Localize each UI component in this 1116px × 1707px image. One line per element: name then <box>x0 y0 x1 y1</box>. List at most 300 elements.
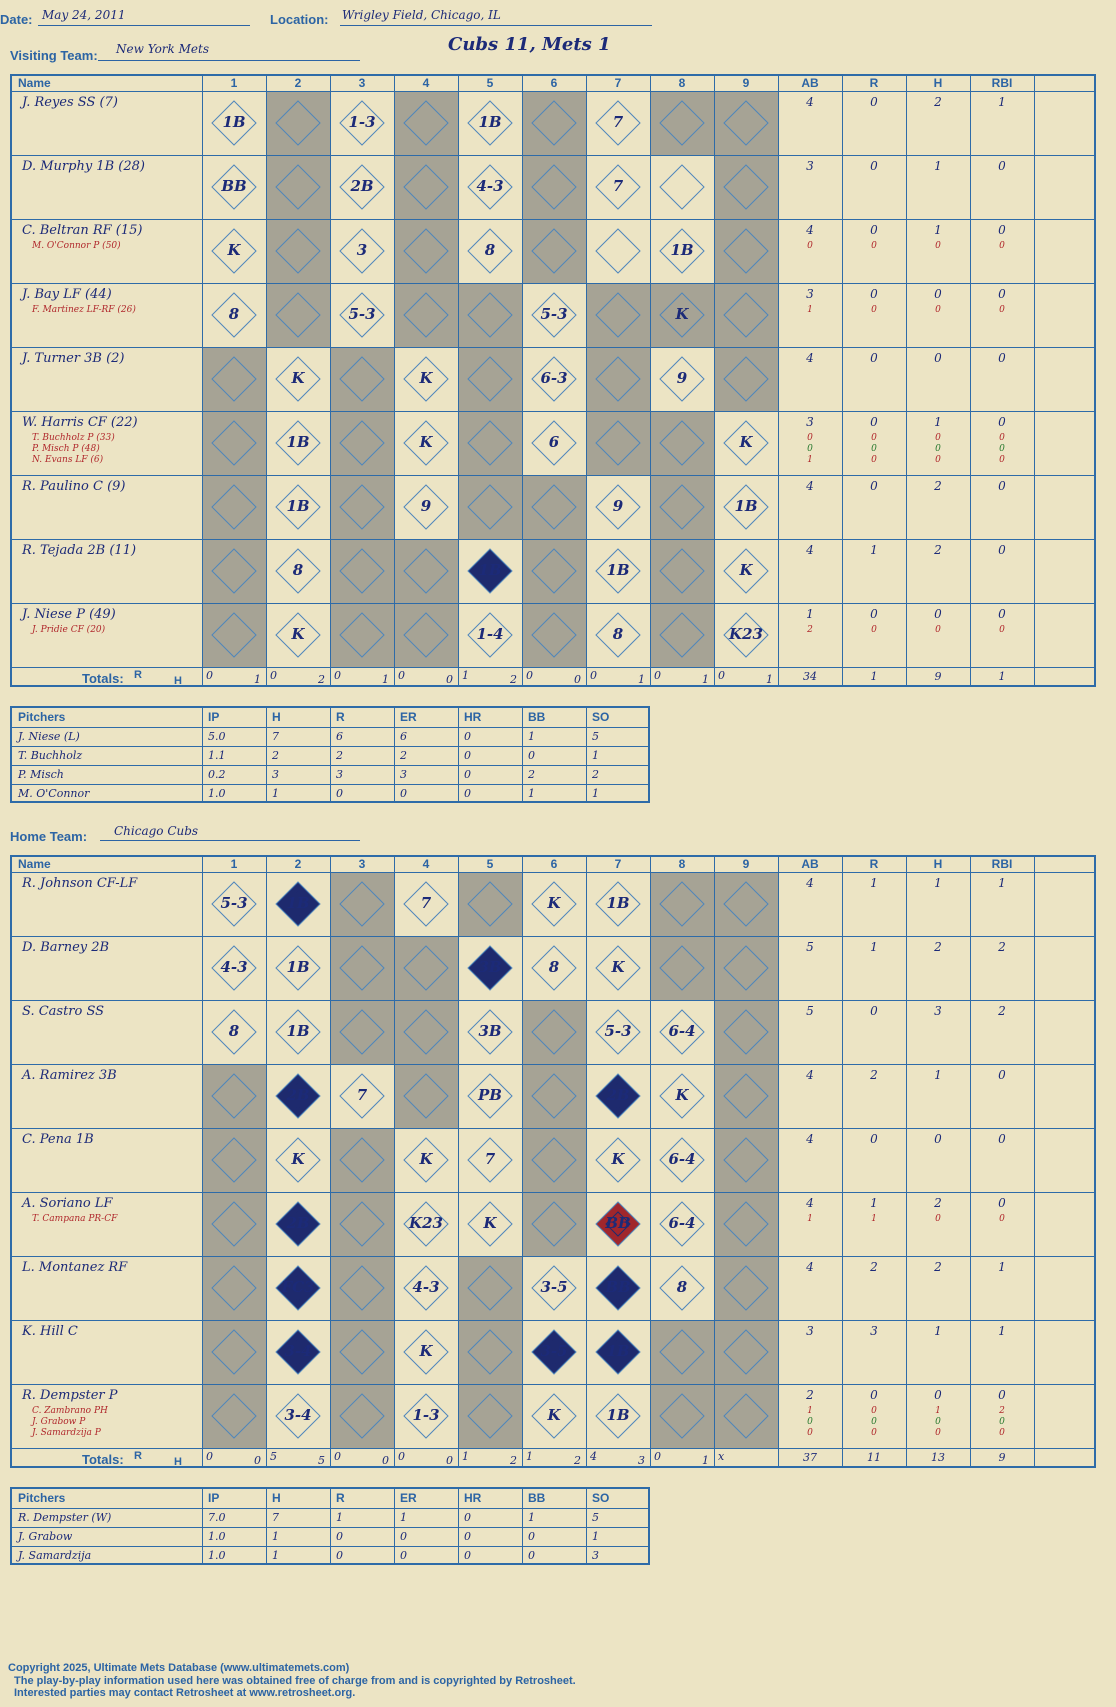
substitute-name: M. O'Connor P (50) <box>32 241 121 251</box>
batter-stat-r: 1 <box>870 876 878 890</box>
pitch-header-h: H <box>272 710 281 724</box>
play-result: K <box>739 433 753 451</box>
play-result: K <box>611 958 625 976</box>
inning-hits: 3 <box>638 1454 645 1467</box>
batter-stat-rbi: 0 <box>998 1196 1006 1210</box>
row-line <box>12 1546 648 1547</box>
inning-hits: 1 <box>702 673 709 686</box>
play-result: K <box>547 894 561 912</box>
base-diamond <box>724 1202 768 1246</box>
substitute-stat: 0 <box>935 1428 941 1438</box>
base-diamond <box>212 1074 256 1118</box>
base-diamond <box>724 1394 768 1438</box>
inning-hits: 5 <box>318 1454 325 1467</box>
base-diamond <box>404 946 448 990</box>
inning-runs: 0 <box>654 669 661 682</box>
stat-header-h: H <box>933 857 943 871</box>
base-diamond <box>660 485 704 529</box>
pitcher-stat: 7 <box>272 1511 279 1524</box>
batter-stat-r: 0 <box>870 607 878 621</box>
batter-stat-rbi: 0 <box>998 479 1006 493</box>
inning-header-1: 1 <box>230 76 238 90</box>
play-result: K <box>739 561 753 579</box>
substitute-stat: 0 <box>871 444 877 454</box>
substitute-stat: 0 <box>935 1214 941 1224</box>
pitch-header-pitchers: Pitchers <box>18 710 66 724</box>
inning-header-7: 7 <box>614 76 622 90</box>
batter-stat-r: 1 <box>870 940 878 954</box>
batter-stat-rbi: 0 <box>998 607 1006 621</box>
substitute-stat: 0 <box>871 305 877 315</box>
substitute-stat: 1 <box>807 1406 813 1416</box>
base-diamond <box>404 1010 448 1054</box>
pitcher-stat: 0 <box>400 1549 407 1562</box>
inning-header-6: 6 <box>550 76 558 90</box>
base-diamond <box>596 421 640 465</box>
pitcher-stat: 6 <box>400 730 407 743</box>
play-result: 7 <box>612 177 624 195</box>
inning-header-1: 1 <box>230 857 238 871</box>
team-total-rbi: 9 <box>998 1451 1006 1464</box>
batter-stat-rbi: 0 <box>998 415 1006 429</box>
play-result: 8 <box>612 625 624 643</box>
pitcher-stat: 1 <box>272 1530 279 1543</box>
base-diamond <box>724 101 768 145</box>
base-diamond <box>212 1266 256 1310</box>
base-diamond <box>340 1138 384 1182</box>
play-result: 4-3 <box>220 958 248 976</box>
row-line <box>12 727 648 728</box>
inning-hits: 0 <box>574 673 581 686</box>
inning-runs: 0 <box>718 669 725 682</box>
substitute-stat: 0 <box>807 1417 813 1427</box>
base-diamond <box>724 1010 768 1054</box>
pitcher-stat: 3 <box>272 768 279 781</box>
pitcher-stat: 3 <box>592 1549 599 1562</box>
batter-name: J. Turner 3B (2) <box>22 351 125 366</box>
home-label: Home Team: <box>10 829 88 844</box>
play-result: 2B <box>350 177 374 195</box>
pitcher-name: J. Grabow <box>18 1530 73 1543</box>
batter-stat-h: 0 <box>934 351 942 365</box>
substitute-name: T. Campana PR-CF <box>32 1214 118 1224</box>
substitute-name: J. Pridie CF (20) <box>32 625 106 635</box>
inning-hits: 2 <box>318 673 325 686</box>
play-result: 9 <box>420 497 432 515</box>
batter-stat-rbi: 1 <box>998 1324 1006 1338</box>
base-diamond <box>340 1010 384 1054</box>
pitcher-stat: 0 <box>464 1549 471 1562</box>
batter-stat-h: 2 <box>934 940 942 954</box>
totals-h-label: H <box>174 1456 182 1468</box>
batter-stat-r: 0 <box>870 223 878 237</box>
home-pitchers-table <box>10 1487 650 1565</box>
batter-name: A. Soriano LF <box>22 1196 113 1211</box>
visiting-underline <box>98 60 360 61</box>
column-line <box>394 708 395 801</box>
pitcher-stat: 3 <box>336 768 343 781</box>
play-result: 3-5 <box>540 1342 568 1360</box>
footer-retrosheet: The play-by-play information used here was obtained free of charge from and is copyrighted by Retrosheet. <box>14 1675 576 1687</box>
play-result: 6-4 <box>668 1150 696 1168</box>
batter-stat-r: 0 <box>870 415 878 429</box>
batter-name: W. Harris CF (22) <box>22 415 138 430</box>
inning-runs: 0 <box>526 669 533 682</box>
inning-runs: 0 <box>398 1450 405 1463</box>
inning-header-4: 4 <box>422 857 430 871</box>
inning-header-2: 2 <box>294 76 302 90</box>
pitcher-stat: 1 <box>528 787 535 800</box>
batter-stat-ab: 3 <box>806 159 814 173</box>
substitute-name: C. Zambrano PH <box>32 1406 108 1416</box>
base-diamond <box>212 421 256 465</box>
column-line <box>586 1489 587 1563</box>
pitcher-stat: 0 <box>464 730 471 743</box>
column-line <box>330 708 331 801</box>
substitute-stat: 0 <box>999 455 1005 465</box>
batter-stat-r: 2 <box>870 1068 878 1082</box>
inning-header-3: 3 <box>358 857 366 871</box>
base-diamond <box>724 882 768 926</box>
substitute-stat: 0 <box>935 1417 941 1427</box>
play-result: K <box>675 1086 689 1104</box>
batter-stat-rbi: 0 <box>998 351 1006 365</box>
base-diamond <box>212 357 256 401</box>
substitute-stat: 2 <box>807 625 813 635</box>
batter-name: D. Murphy 1B (28) <box>22 159 145 174</box>
play-result: FC3 <box>281 1278 315 1296</box>
batter-stat-ab: 4 <box>806 1132 814 1146</box>
stat-header-ab: AB <box>801 857 819 871</box>
batter-stat-ab: 4 <box>806 223 814 237</box>
pitcher-stat: 0 <box>336 1549 343 1562</box>
inning-hits: 2 <box>510 673 517 686</box>
home-team-value: Chicago Cubs <box>114 824 199 838</box>
pitcher-stat: 0 <box>464 749 471 762</box>
play-result: 1B <box>478 561 502 579</box>
play-result: BB <box>605 1278 631 1296</box>
inning-runs: 1 <box>526 1450 533 1463</box>
play-result: K <box>483 1214 497 1232</box>
substitute-stat: 0 <box>935 241 941 251</box>
pitch-header-h: H <box>272 1491 281 1505</box>
base-diamond <box>724 1074 768 1118</box>
substitute-stat: 1 <box>807 1214 813 1224</box>
batter-stat-h: 0 <box>934 1132 942 1146</box>
stat-header-r: R <box>869 857 879 871</box>
play-result: 7 <box>484 1150 496 1168</box>
visiting-label: Visiting Team: <box>10 48 98 63</box>
batter-stat-ab: 4 <box>806 95 814 109</box>
batter-stat-h: 0 <box>934 607 942 621</box>
base-diamond <box>340 485 384 529</box>
batter-stat-h: 2 <box>934 1196 942 1210</box>
batter-stat-r: 1 <box>870 543 878 557</box>
base-diamond <box>404 293 448 337</box>
footer-copyright: Copyright 2025, Ultimate Mets Database (www.ultimatemets.com) <box>8 1662 350 1674</box>
batter-stat-h: 2 <box>934 1260 942 1274</box>
base-diamond <box>340 1330 384 1374</box>
row-line <box>12 1508 648 1509</box>
batter-stat-r: 3 <box>870 1324 878 1338</box>
batter-stat-rbi: 0 <box>998 1068 1006 1082</box>
play-result: 3-5 <box>540 1278 568 1296</box>
batter-stat-h: 1 <box>934 159 942 173</box>
base-diamond <box>468 1266 512 1310</box>
batter-stat-ab: 3 <box>806 287 814 301</box>
base-diamond <box>276 165 320 209</box>
batter-stat-ab: 1 <box>806 607 814 621</box>
inning-runs: 0 <box>590 669 597 682</box>
play-result: 7 <box>420 894 432 912</box>
batter-name: L. Montanez RF <box>22 1260 128 1275</box>
stat-header-ab: AB <box>801 76 819 90</box>
base-diamond <box>340 946 384 990</box>
play-result: K <box>419 1342 433 1360</box>
play-result: 9 <box>676 369 688 387</box>
base-diamond <box>212 1330 256 1374</box>
batter-stat-h: 2 <box>934 95 942 109</box>
inning-runs: 0 <box>206 669 213 682</box>
inning-runs: 0 <box>334 669 341 682</box>
base-diamond <box>532 229 576 273</box>
name-header: Name <box>18 76 51 90</box>
column-line <box>522 1489 523 1563</box>
team-total-ab: 37 <box>803 1451 817 1464</box>
column-line <box>394 1489 395 1563</box>
column-line <box>266 1489 267 1563</box>
batter-stat-r: 0 <box>870 351 878 365</box>
batter-stat-r: 0 <box>870 479 878 493</box>
pitcher-name: P. Misch <box>18 768 64 781</box>
substitute-stat: 0 <box>871 1406 877 1416</box>
pitch-header-so: SO <box>592 1491 610 1505</box>
pitcher-stat: 2 <box>592 768 599 781</box>
substitute-stat: 0 <box>871 433 877 443</box>
row-line <box>12 765 648 766</box>
batter-stat-h: 1 <box>934 1068 942 1082</box>
play-result: K <box>419 433 433 451</box>
base-diamond <box>532 101 576 145</box>
play-result: 4-3 <box>476 177 504 195</box>
base-diamond <box>596 357 640 401</box>
inning-hits: 0 <box>446 673 453 686</box>
batter-name: R. Johnson CF-LF <box>22 876 138 891</box>
play-result: 5-3 <box>220 894 248 912</box>
game-result: Cubs 11, Mets 1 <box>448 34 611 55</box>
play-result: K <box>419 1150 433 1168</box>
play-result: 4-3 <box>412 1278 440 1296</box>
play-result: BB <box>221 177 247 195</box>
substitute-stat: 0 <box>935 444 941 454</box>
play-result: 1B <box>606 1342 630 1360</box>
batter-stat-ab: 4 <box>806 543 814 557</box>
play-result: 8 <box>676 1278 688 1296</box>
batter-stat-r: 2 <box>870 1260 878 1274</box>
pitcher-stat: 1 <box>592 749 599 762</box>
batter-stat-r: 0 <box>870 1388 878 1402</box>
pitcher-name: T. Buchholz <box>18 749 83 762</box>
play-result: 1B <box>670 241 694 259</box>
inning-header-9: 9 <box>742 76 750 90</box>
row-line <box>12 784 648 785</box>
base-diamond <box>724 1266 768 1310</box>
team-total-h: 9 <box>934 670 942 683</box>
play-result: 5-3 <box>604 1022 632 1040</box>
inning-runs: 0 <box>206 1450 213 1463</box>
column-line <box>522 708 523 801</box>
batter-stat-ab: 4 <box>806 876 814 890</box>
batter-stat-ab: 2 <box>806 1388 814 1402</box>
pitcher-stat: 0 <box>528 1530 535 1543</box>
batter-stat-ab: 4 <box>806 351 814 365</box>
substitute-stat: 0 <box>807 241 813 251</box>
row-line <box>12 1527 648 1528</box>
inning-hits: 2 <box>574 1454 581 1467</box>
pitcher-stat: 1 <box>400 1511 407 1524</box>
base-diamond <box>468 1394 512 1438</box>
totals-label: Totals: <box>82 671 124 686</box>
stat-header-rbi: RBI <box>991 76 1013 90</box>
pitcher-stat: 0 <box>528 1549 535 1562</box>
play-result: K <box>675 305 689 323</box>
base-diamond <box>340 1394 384 1438</box>
pitcher-stat: 1.0 <box>208 787 226 800</box>
base-diamond <box>660 421 704 465</box>
play-result: 5-3 <box>348 305 376 323</box>
substitute-stat: 0 <box>999 433 1005 443</box>
substitute-stat: 0 <box>999 444 1005 454</box>
substitute-stat: 0 <box>807 1428 813 1438</box>
base-diamond <box>532 1074 576 1118</box>
date-label: Date: <box>0 12 33 27</box>
pitcher-stat: 5 <box>592 1511 599 1524</box>
batter-stat-h: 1 <box>934 876 942 890</box>
play-result: 1-3 <box>412 1406 440 1424</box>
home-underline <box>100 840 360 841</box>
visiting-team-value: New York Mets <box>116 42 209 56</box>
inning-header-7: 7 <box>614 857 622 871</box>
pitch-header-ip: IP <box>208 1491 220 1505</box>
play-result: 1B <box>734 497 758 515</box>
base-diamond <box>660 1330 704 1374</box>
base-diamond <box>212 549 256 593</box>
pitcher-stat: 1.1 <box>208 749 226 762</box>
substitute-stat: 0 <box>807 444 813 454</box>
play-result: 1B <box>478 113 502 131</box>
play-result: 1-3 <box>348 113 376 131</box>
base-diamond <box>340 613 384 657</box>
stat-header-rbi: RBI <box>991 857 1013 871</box>
pitcher-name: R. Dempster (W) <box>18 1511 112 1524</box>
base-diamond <box>468 485 512 529</box>
inning-runs: 1 <box>462 669 469 682</box>
batter-stat-rbi: 0 <box>998 543 1006 557</box>
substitute-stat: 0 <box>935 433 941 443</box>
base-diamond <box>724 1330 768 1374</box>
pitcher-stat: 0 <box>464 1511 471 1524</box>
batter-name: C. Pena 1B <box>22 1132 94 1147</box>
batter-stat-ab: 5 <box>806 1004 814 1018</box>
base-diamond <box>468 357 512 401</box>
pitch-header-hr: HR <box>464 1491 482 1505</box>
location-value: Wrigley Field, Chicago, IL <box>342 8 501 22</box>
substitute-stat: 0 <box>871 1428 877 1438</box>
inning-runs: 1 <box>462 1450 469 1463</box>
pitch-header-hr: HR <box>464 710 482 724</box>
substitute-stat: 2 <box>999 1406 1005 1416</box>
pitcher-stat: 1 <box>592 787 599 800</box>
row-line <box>12 746 648 747</box>
batter-stat-ab: 4 <box>806 1068 814 1082</box>
totals-r-label: R <box>134 1450 142 1462</box>
batter-stat-r: 0 <box>870 1132 878 1146</box>
play-result: K <box>419 369 433 387</box>
pitcher-stat: 2 <box>336 749 343 762</box>
batter-name: D. Barney 2B <box>22 940 110 955</box>
base-diamond <box>404 229 448 273</box>
batter-stat-ab: 4 <box>806 1260 814 1274</box>
play-result: K <box>227 241 241 259</box>
play-result: 6-3 <box>540 369 568 387</box>
substitute-stat: 0 <box>935 455 941 465</box>
totals-label: Totals: <box>82 1452 124 1467</box>
play-result: 2B <box>286 1086 310 1104</box>
batter-stat-r: 0 <box>870 287 878 301</box>
batter-name: K. Hill C <box>22 1324 78 1339</box>
base-diamond <box>660 165 704 209</box>
pitcher-stat: 2 <box>272 749 279 762</box>
inning-runs: 5 <box>270 1450 277 1463</box>
base-diamond <box>532 1138 576 1182</box>
base-diamond <box>532 1202 576 1246</box>
inning-hits: 0 <box>254 1454 261 1467</box>
base-diamond <box>212 1394 256 1438</box>
batter-name: A. Ramirez 3B <box>22 1068 117 1083</box>
batter-name: C. Beltran RF (15) <box>22 223 143 238</box>
batter-stat-rbi: 2 <box>998 1004 1006 1018</box>
inning-header-5: 5 <box>486 857 494 871</box>
pitch-header-bb: BB <box>528 1491 546 1505</box>
base-diamond <box>724 946 768 990</box>
batter-stat-ab: 3 <box>806 415 814 429</box>
pitch-header-pitchers: Pitchers <box>18 1491 66 1505</box>
column-line <box>202 1489 203 1563</box>
inning-runs: 0 <box>398 669 405 682</box>
batter-stat-h: 1 <box>934 1324 942 1338</box>
base-diamond <box>340 1266 384 1310</box>
substitute-stat: 0 <box>999 1417 1005 1427</box>
inning-hits: 0 <box>446 1454 453 1467</box>
pitcher-stat: 6 <box>336 730 343 743</box>
play-result: K <box>611 1150 625 1168</box>
play-result: 1B <box>286 894 310 912</box>
pitcher-stat: 0 <box>400 787 407 800</box>
substitute-stat: 1 <box>807 455 813 465</box>
batter-stat-r: 0 <box>870 159 878 173</box>
base-diamond <box>724 1138 768 1182</box>
batter-name: J. Bay LF (44) <box>22 287 112 302</box>
team-total-ab: 34 <box>803 670 817 683</box>
inning-header-8: 8 <box>678 857 686 871</box>
inning-hits: 1 <box>382 673 389 686</box>
base-diamond <box>212 613 256 657</box>
pitcher-stat: 0 <box>336 1530 343 1543</box>
substitute-stat: 0 <box>999 241 1005 251</box>
play-result: K23 <box>409 1214 443 1232</box>
pitcher-stat: 7.0 <box>208 1511 226 1524</box>
substitute-stat: 0 <box>871 625 877 635</box>
